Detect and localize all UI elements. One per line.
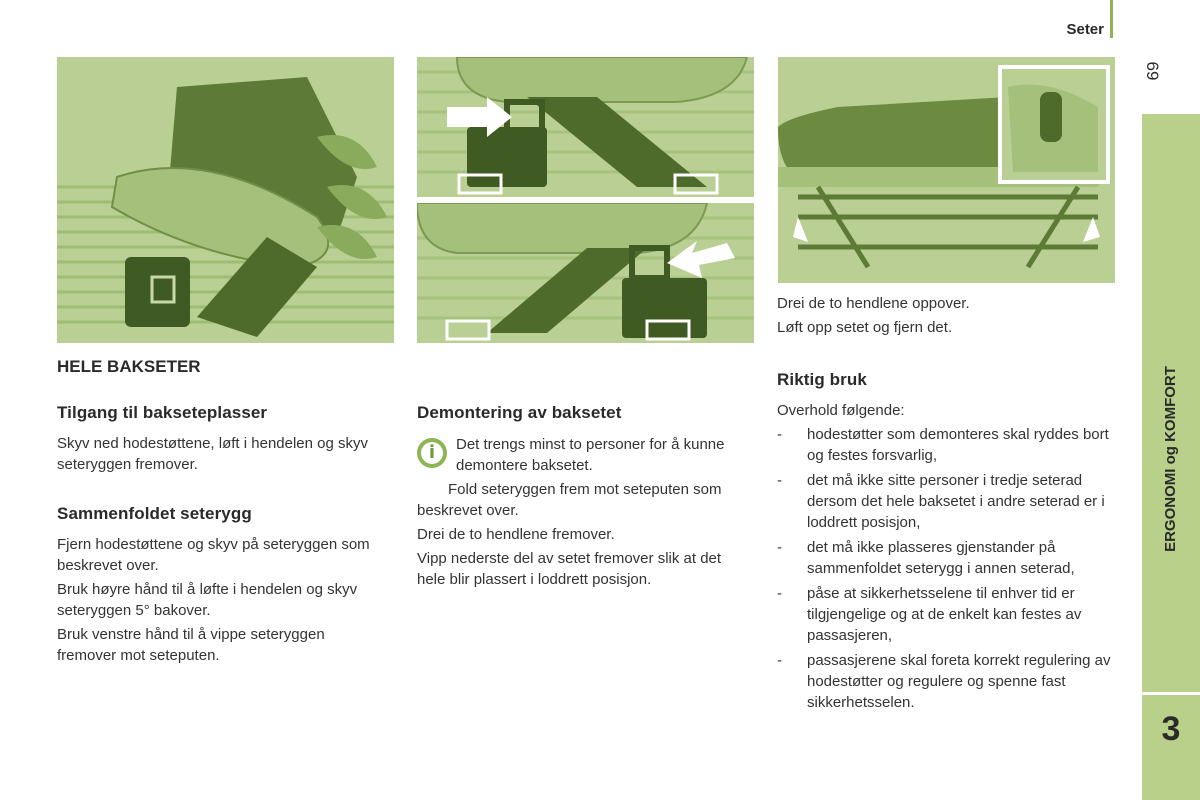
bullet-dash: - — [777, 472, 782, 489]
info-text: Det trengs minst to personer for å kunne demontere baksetet. — [456, 436, 725, 474]
header-divider — [1110, 0, 1113, 38]
removal-paragraph: Fold seteryggen frem mot seteputen som beskrevet over. — [417, 481, 722, 519]
info-icon — [417, 438, 447, 468]
removal-step: Løft opp setet og fjern det. — [777, 319, 953, 336]
list-item — [777, 583, 1122, 646]
bullet-dash: - — [777, 652, 782, 669]
list-item — [777, 650, 1122, 713]
section-title: Seter — [1066, 21, 1104, 38]
list-item-text: det må ikke plasseres gjenstander på sammenfoldet seterygg i annen seterad, — [807, 539, 1075, 577]
chapter-number: 3 — [1161, 710, 1181, 748]
removal-paragraph: Drei de to hendlene fremover. — [417, 526, 615, 543]
removal-paragraph: Vipp nederste del av setet fremover slik at det hele blir plassert i loddrett posisjon. — [417, 550, 722, 588]
folded-paragraph: Bruk venstre hånd til å vippe seteryggen fremover mot seteputen. — [57, 626, 325, 664]
folded-paragraph: Bruk høyre hånd til å løfte i hendelen og skyv seteryggen 5° bakover. — [57, 581, 358, 619]
list-item-text: hodestøtter som demonteres skal ryddes bort og festes forsvarlig, — [807, 426, 1109, 464]
chapter-tab — [1142, 114, 1200, 800]
correct-use-lead: Overhold følgende: — [777, 402, 905, 419]
list-item-text: passasjerene skal foreta korrekt regulering av hodestøtter og regulere og spenne fast sikkerhetsselen. — [807, 652, 1111, 711]
bullet-dash: - — [777, 539, 782, 556]
folded-paragraph: Fjern hodestøttene og skyv på seteryggen som beskrevet over. — [57, 536, 370, 574]
info-icon-glyph: i — [421, 442, 443, 464]
access-text: Skyv ned hodestøttene, løft i hendelen og skyv seteryggen fremover. — [57, 435, 369, 473]
list-item — [777, 470, 1122, 533]
list-item — [777, 424, 1122, 466]
correct-use-list — [777, 424, 1122, 717]
illustration-seat-removal — [778, 57, 1115, 283]
illustration-lever-other-side — [417, 203, 754, 343]
removal-heading: Demontering av baksetet — [417, 403, 622, 422]
access-heading: Tilgang til bakseteplasser — [57, 403, 268, 422]
chapter-title: ERGONOMI og KOMFORT — [1162, 366, 1179, 552]
main-heading: HELE BAKSETER — [57, 357, 201, 376]
list-item-text: det må ikke sitte personer i tredje seterad dersom det hele baksetet i andre seterad er i loddrett posisjon, — [807, 472, 1105, 531]
page-number: 69 — [1143, 61, 1162, 81]
tab-divider — [1142, 692, 1200, 695]
illustration-folded-seat — [57, 57, 394, 343]
bullet-dash: - — [777, 426, 782, 443]
list-item-text: påse at sikkerhetsselene til enhver tid er tilgjengelige og at de enkelt kan festes av passasjeren, — [807, 585, 1082, 644]
list-item — [777, 537, 1122, 579]
bullet-dash: - — [777, 585, 782, 602]
removal-step: Drei de to hendlene oppover. — [777, 295, 970, 312]
correct-use-heading: Riktig bruk — [777, 370, 867, 389]
folded-heading: Sammenfoldet seterygg — [57, 504, 252, 523]
illustration-lever-forward — [417, 57, 754, 197]
